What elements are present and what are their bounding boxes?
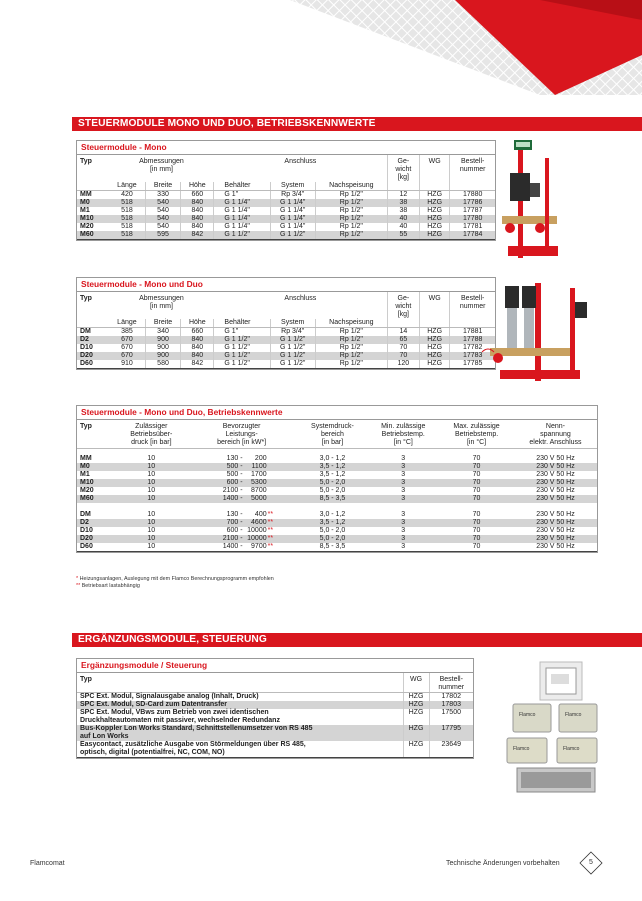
table-cell: 842 xyxy=(181,231,214,240)
table-cell: 17782 xyxy=(450,344,495,352)
table-cell: D2 xyxy=(77,336,109,344)
table-cell: Rp 1/2" xyxy=(315,199,387,207)
svg-text:Flamco: Flamco xyxy=(513,746,530,752)
table-cell: HZG xyxy=(419,191,449,200)
table-row: SPC Ext. Modul, Signalausgabe analog (Inhalt, Druck) HZG 17802 xyxy=(77,693,473,702)
table-cell: 660 xyxy=(181,328,214,337)
table-cell: 385 xyxy=(121,328,133,335)
table-cell: 17880 xyxy=(450,191,495,200)
table-cell: 70 xyxy=(387,344,419,352)
table-cell: 17784 xyxy=(450,231,495,240)
table-cell: 670 xyxy=(109,352,145,360)
table-title: Steuermodule - Mono und Duo, Betriebskennwerte xyxy=(77,406,597,420)
table-row: Easycontact, zusätzliche Ausgabe von Störmeldungen über RS 485, optisch, digital (potentialfrei, NC, COM, NO) HZG 23649 xyxy=(77,741,473,758)
table-cell: G 1 1/4" xyxy=(270,199,315,207)
table-row: D60 10 1400 - 9700 ** 8,5 - 3,5 3 70 230 V 50 Hz xyxy=(77,543,597,552)
table-cell: G 1 1/2" xyxy=(270,360,315,369)
table-row xyxy=(77,344,495,352)
table-row: D10 10 600 - 10000 ** 5,0 - 2,0 3 70 230 V 50 Hz xyxy=(80,526,575,534)
table-cell: 17785 xyxy=(450,360,495,369)
table-cell: 840 xyxy=(181,336,214,344)
table-cell: M0 xyxy=(77,199,109,207)
header-decoration xyxy=(0,0,642,95)
table-row xyxy=(77,328,495,337)
table-cell: Rp 1/2" xyxy=(315,360,387,369)
table-cell: 842 xyxy=(181,360,214,369)
table-cell: HZG xyxy=(419,215,449,223)
table-cell: 17881 xyxy=(450,328,495,337)
table-cell: 840 xyxy=(181,207,214,215)
table-cell: HZG xyxy=(419,344,449,352)
table-row: Bus-Koppler Lon Works Standard, Schnittstellenumsetzer von RS 485 auf Lon Works HZG 17795 xyxy=(77,725,473,741)
table-cell: Rp 3/4" xyxy=(270,191,315,200)
table-row xyxy=(77,360,495,369)
footnotes: * Heizungsanlagen, Auslegung mit dem Flamco Berechnungsprogramm empfohlen ** Betriebsart lastabhängig xyxy=(76,576,274,589)
table-cell: 540 xyxy=(145,199,180,207)
table-row: D2 10 700 - 4600 ** 3,5 - 1,2 3 70 230 V 50 Hz xyxy=(77,519,597,527)
col-bestellnummer: Bestell- xyxy=(450,155,495,166)
table-cell: 840 xyxy=(181,352,214,360)
table-cell: HZG xyxy=(419,336,449,344)
table-cell: G 1 1/4" xyxy=(214,199,270,207)
table-cell: 670 xyxy=(121,344,133,351)
table-cell: Rp 1/2" xyxy=(315,231,387,240)
svg-text:Flamco: Flamco xyxy=(565,712,582,718)
table-row xyxy=(77,352,495,360)
table-cell: 840 xyxy=(181,215,214,223)
table-cell: 120 xyxy=(387,360,419,369)
table-cell: 840 xyxy=(181,344,214,352)
table-row: DM 10 130 - 400 ** 3,0 - 1,2 3 70 230 V 50 Hz xyxy=(80,510,575,518)
table-cell: G 1 1/2" xyxy=(214,352,270,360)
table-cell: 17781 xyxy=(450,223,495,231)
table-cell: G 1 1/2" xyxy=(270,352,315,360)
table-cell: Rp 1/2" xyxy=(315,344,387,352)
table-cell: 540 xyxy=(145,215,180,223)
table-row xyxy=(77,191,495,200)
table-cell: D10 xyxy=(80,344,93,351)
table-cell: 900 xyxy=(145,352,180,360)
table-cell: 580 xyxy=(145,360,180,369)
table-cell: 660 xyxy=(181,191,214,200)
col-gewicht: Ge- xyxy=(387,155,419,166)
table-cell: G 1" xyxy=(214,191,270,200)
table-row xyxy=(77,231,495,240)
table-cell: HZG xyxy=(419,360,449,369)
table-title: Ergänzungsmodule / Steuerung xyxy=(77,659,473,673)
spacer-row xyxy=(77,503,597,511)
table-cell: 38 xyxy=(387,207,419,215)
table-cell: 17783 xyxy=(450,352,495,360)
col-abmessungen: Abmessungen xyxy=(139,158,184,165)
table-row: M10 10 600 - 5300 5,0 - 2,0 3 70 230 V 50 Hz xyxy=(77,479,597,487)
table-cell: G 1 1/4" xyxy=(270,223,315,231)
table-row: D20 10 2100 - 10000 ** 5,0 - 2,0 3 70 230 V 50 Hz xyxy=(77,535,597,543)
table-cell: 40 xyxy=(387,215,419,223)
table-cell: 420 xyxy=(121,191,133,198)
table-cell: 518 xyxy=(121,223,133,230)
table-cell: HZG xyxy=(419,231,449,240)
table-cell: 65 xyxy=(387,336,419,344)
table-cell: D20 xyxy=(77,352,109,360)
table-cell: G 1 1/4" xyxy=(270,215,315,223)
table-cell: Rp 1/2" xyxy=(315,223,387,231)
svg-text:Flamco: Flamco xyxy=(563,746,580,752)
table-cell: 900 xyxy=(145,344,180,352)
table-cell: Rp 1/2" xyxy=(315,352,387,360)
table-cell: M60 xyxy=(77,231,109,240)
table-steuermodule-mono: Steuermodule - Mono Typ Abmessungen Anschluss Ge- WG Bestell- [in mm] wicht nummer [kg] Länge Breite Höhe Behälter System Nachspeisung MM 420 330 660 G 1" Rp 3/4" Rp 1/2" 12 HZG 17880 M0 518 540 840 G 1 1/4" G 1 1/4" Rp 1/2" 38 HZG 17786 M1 518 540 840 G 1 1/4" G 1 1/4" Rp 1/2" 38 HZG 17787 M10 518 540 840 G 1 1/4" G 1 1/4" Rp 1/2" 40 HZG 17780 M20 518 540 840 G 1 1/4" G 1 1/4" Rp 1/2" 40 HZG 17781 M60 518 595 842 G 1 1/2" G 1 1/2" Rp 1/2" 55 HZG 17784 xyxy=(76,140,496,241)
table-cell: 17787 xyxy=(450,207,495,215)
table-row: M60 10 1400 - 5000 8,5 - 3,5 3 70 230 V 50 Hz xyxy=(77,495,597,503)
table-cell: G 1 1/2" xyxy=(270,231,315,240)
table-title: Steuermodule - Mono xyxy=(77,141,495,155)
col-typ: Typ xyxy=(80,158,92,165)
col-wg: WG xyxy=(419,155,449,166)
table-cell: 17780 xyxy=(450,215,495,223)
table-cell: 55 xyxy=(387,231,419,240)
table-ergaenzungsmodule: Ergänzungsmodule / Steuerung Typ WG Bestell- nummer SPC Ext. Modul, Signalausgabe analog (Inhalt, Druck) HZG 17802 SPC Ext. Modul, SD-Card zum Datentransfer HZG 17803 SPC Ext. Modul, VBws zum Betrieb von zwei identischen Druckhalteautomaten mit passiver, wechselnder Redundanz HZG 17500 Bus-Koppler Lon Works Standard, Schnittstellenumsetzer von RS 485 auf Lon Works HZG 17795 Easycontact, zusätzliche Ausgabe von Störmeldungen über RS 485, optisch, digital (potentialfrei, NC, COM, NO) HZG 23649 xyxy=(76,658,474,759)
table-cell: 17788 xyxy=(450,336,495,344)
table-cell: G 1 1/2" xyxy=(270,336,315,344)
footer-note: Technische Änderungen vorbehalten xyxy=(446,860,560,867)
table-row xyxy=(77,215,495,223)
table-row: M20 10 2100 - 8700 5,0 - 2,0 3 70 230 V 50 Hz xyxy=(80,486,575,494)
table-cell: Rp 1/2" xyxy=(315,191,387,200)
table-cell: M10 xyxy=(77,215,109,223)
page-number: 5 xyxy=(589,859,593,866)
table-betriebskennwerte: Steuermodule - Mono und Duo, Betriebskennwerte Typ Zulässiger Bevorzugter Systemdruck- Min. zulässige Max. zulässige Nenn- Betriebsüber- Leistungs- bereich Betriebstemp. Betriebstemp. spannung druck [in bar] bereich [in kW*] [in bar] [in °C] [in °C] elektr. Anschluss MM 10 130 - 200 3,0 - 1,2 3 70 230 V 50 Hz M0 10 500 - 1100 3,5 - 1,2 3 70 230 V 50 Hz M1 10 500 - 1700 3,5 - 1,2 3 70 230 V 50 Hz M10 10 600 - 5300 5,0 - 2,0 3 70 230 V 50 Hz M20 10 2100 - 8700 5,0 - 2,0 3 70 230 V 50 Hz M60 10 1400 - 5000 8,5 - 3,5 3 70 230 V 50 Hz DM 10 130 - 400 ** 3,0 - 1,2 3 70 230 V 50 Hz D2 10 700 - 4600 ** 3,5 - 1,2 3 70 230 V 50 Hz D10 10 600 - 10000 ** 5,0 - 2,0 3 70 230 V 50 Hz D20 10 2100 - 10000 ** 5,0 - 2,0 3 70 230 V 50 Hz D60 10 1400 - 9700 ** 8,5 - 3,5 3 70 230 V 50 Hz xyxy=(76,405,598,553)
table-cell: 70 xyxy=(387,352,419,360)
section-title-ergaenzungsmodule: ERGÄNZUNGSMODULE, STEUERUNG xyxy=(72,633,642,647)
table-cell: Rp 1/2" xyxy=(315,336,387,344)
table-cell: MM xyxy=(80,191,92,198)
table-cell: Rp 3/4" xyxy=(270,328,315,337)
table-cell: D60 xyxy=(77,360,109,369)
table-cell: Rp 1/2" xyxy=(315,207,387,215)
table-cell: G 1 1/2" xyxy=(214,360,270,369)
table-cell: HZG xyxy=(419,223,449,231)
table-cell: HZG xyxy=(419,328,449,337)
table-cell: G 1 1/2" xyxy=(270,344,315,352)
table-cell: 670 xyxy=(109,336,145,344)
table-cell: 540 xyxy=(145,223,180,231)
table-row: MM 10 130 - 200 3,0 - 1,2 3 70 230 V 50 Hz xyxy=(80,454,575,462)
product-image-duo xyxy=(480,278,590,383)
table-cell: 38 xyxy=(387,199,419,207)
table-cell: 340 xyxy=(145,328,180,337)
table-cell: 330 xyxy=(145,191,180,200)
table-cell: 840 xyxy=(181,223,214,231)
table-cell: Rp 1/2" xyxy=(315,215,387,223)
table-cell: DM xyxy=(80,328,91,335)
table-cell: HZG xyxy=(419,207,449,215)
table-cell: 518 xyxy=(121,207,133,214)
section-title-steuermodule: STEUERMODULE MONO UND DUO, BETRIEBSKENNWERTE xyxy=(72,117,642,131)
table-steuermodule-mono-duo: Steuermodule - Mono und Duo Typ Abmessungen Anschluss Ge- WG Bestell- [in mm] wicht nummer [kg] Länge Breite Höhe Behälter System Nachspeisung DM 385 340 660 G 1" Rp 3/4" Rp 1/2" 14 HZG 17881 D2 670 900 840 G 1 1/2" G 1 1/2" Rp 1/2" 65 HZG 17788 D10 670 900 840 G 1 1/2" G 1 1/2" Rp 1/2" 70 HZG 17782 D20 670 900 840 G 1 1/2" G 1 1/2" Rp 1/2" 70 HZG 17783 D60 910 580 842 G 1 1/2" G 1 1/2" Rp 1/2" 120 HZG 17785 xyxy=(76,277,496,370)
table-row: SPC Ext. Modul, SD-Card zum Datentransfer HZG 17803 xyxy=(77,701,473,709)
table-row xyxy=(77,199,495,207)
table-cell: 17786 xyxy=(450,199,495,207)
table-cell: 840 xyxy=(181,199,214,207)
table-cell: HZG xyxy=(419,199,449,207)
table-cell: 595 xyxy=(145,231,180,240)
footer-brand: Flamcomat xyxy=(30,860,65,867)
table-row xyxy=(77,207,495,215)
table-row: M0 10 500 - 1100 3,5 - 1,2 3 70 230 V 50 Hz xyxy=(77,463,597,471)
svg-text:Flamco: Flamco xyxy=(519,712,536,718)
table-cell: 518 xyxy=(109,215,145,223)
table-cell: G 1" xyxy=(214,328,270,337)
table-cell: G 1 1/4" xyxy=(214,223,270,231)
table-cell: 518 xyxy=(109,231,145,240)
table-cell: Rp 1/2" xyxy=(315,328,387,337)
table-row xyxy=(77,336,495,344)
table-cell: 12 xyxy=(387,191,419,200)
table-cell: G 1 1/2" xyxy=(214,336,270,344)
table-cell: 910 xyxy=(109,360,145,369)
table-title: Steuermodule - Mono und Duo xyxy=(77,278,495,292)
table-cell: 518 xyxy=(109,199,145,207)
table-cell: 900 xyxy=(145,336,180,344)
table-cell: 540 xyxy=(145,207,180,215)
table-cell: 40 xyxy=(387,223,419,231)
table-cell: G 1 1/4" xyxy=(270,207,315,215)
table-row: M1 10 500 - 1700 3,5 - 1,2 3 70 230 V 50 Hz xyxy=(80,470,575,478)
table-cell: G 1 1/4" xyxy=(214,207,270,215)
table-cell: HZG xyxy=(419,352,449,360)
table-cell: M1 xyxy=(80,207,90,214)
table-row xyxy=(77,223,495,231)
table-cell: G 1 1/2" xyxy=(214,344,270,352)
table-cell: 14 xyxy=(387,328,419,337)
table-cell: M20 xyxy=(80,223,94,230)
table-cell: G 1 1/4" xyxy=(214,215,270,223)
table-cell: G 1 1/2" xyxy=(214,231,270,240)
product-image-ergaenzungsmodule xyxy=(505,660,615,800)
col-anschluss: Anschluss xyxy=(284,158,317,165)
table-row: SPC Ext. Modul, VBws zum Betrieb von zwei identischen Druckhalteautomaten mit passiver, wechselnder Redundanz HZG 17500 xyxy=(77,709,473,725)
product-image-mono xyxy=(500,138,570,263)
